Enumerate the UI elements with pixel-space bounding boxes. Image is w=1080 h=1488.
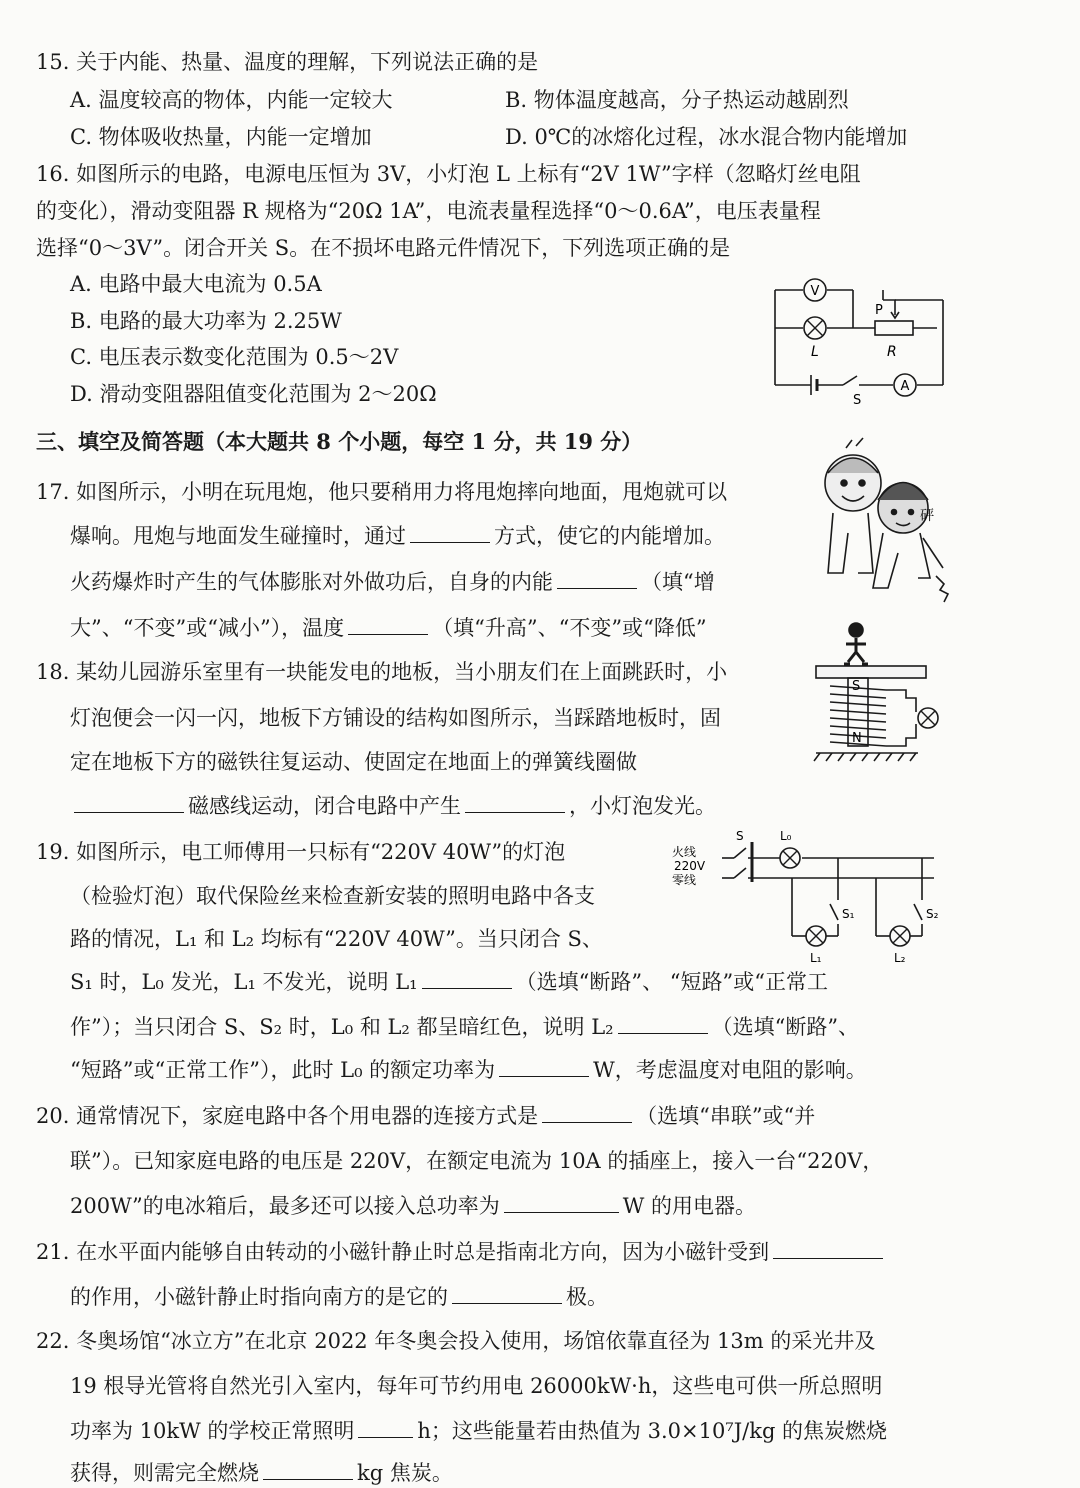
q18-blank-2[interactable] bbox=[465, 792, 565, 813]
q16-option-d: D. 滑动变阻器阻值变化范围为 2～20Ω bbox=[70, 382, 437, 406]
q18-line-2: 灯泡便会一闪一闪，地板下方铺设的结构如图所示，当踩踏地板时，固 bbox=[70, 706, 721, 730]
q17-line-4 bbox=[70, 614, 707, 642]
q16-option-c: C. 电压表示数变化范围为 0.5～2V bbox=[70, 345, 399, 369]
q22-blank-1[interactable] bbox=[358, 1417, 413, 1438]
q19-neutral-wire-label: 零线 bbox=[672, 873, 697, 887]
q17-children-illustration bbox=[808, 428, 958, 608]
q19-line-6 bbox=[70, 1056, 867, 1084]
q20-line-3-a: 200W”的电冰箱后，最多还可以接入总功率为 bbox=[70, 1194, 500, 1218]
q19-line-2: （检验灯泡）取代保险丝来检查新安装的照明电路中各支 bbox=[70, 884, 595, 908]
q20-blank-2[interactable] bbox=[504, 1192, 619, 1213]
q22-blank-2[interactable] bbox=[263, 1459, 353, 1480]
q18-blank-1[interactable] bbox=[74, 792, 184, 813]
q19-line-4-a: S₁ 时，L₀ 发光，L₁ 不发光，说明 L₁ bbox=[70, 970, 418, 994]
q15-stem: 15. 关于内能、热量、温度的理解，下列说法正确的是 bbox=[36, 50, 539, 74]
q19-line-4 bbox=[70, 968, 828, 996]
fig-label-s: S bbox=[853, 393, 862, 408]
fig-label-l: L bbox=[811, 344, 819, 360]
q22-line-4-a: 获得，则需完全燃烧 bbox=[70, 1461, 259, 1485]
q19-line-6-a: “短路”或“正常工作”），此时 L₀ 的额定功率为 bbox=[70, 1058, 496, 1082]
q18-line-4 bbox=[70, 792, 716, 820]
q19-label-s: S bbox=[736, 829, 744, 843]
q18-line-4-a: 磁感线运动，闭合电路中产生 bbox=[188, 794, 461, 818]
q20-blank-1[interactable] bbox=[542, 1102, 632, 1123]
q21-blank-1[interactable] bbox=[773, 1238, 883, 1259]
q17-blank-2[interactable] bbox=[557, 568, 637, 589]
q18-line-1: 18. 某幼儿园游乐室里有一块能发电的地板，当小朋友们在上面跳跃时，小 bbox=[36, 660, 728, 684]
q19-circuit-diagram bbox=[672, 826, 952, 966]
q18-magnet-n: N bbox=[852, 731, 862, 746]
q19-line-1: 19. 如图所示，电工师傅用一只标有“220V 40W”的灯泡 bbox=[36, 840, 566, 864]
q19-label-l0: L₀ bbox=[780, 829, 792, 843]
q15-option-a: A. 温度较高的物体，内能一定较大 bbox=[70, 88, 393, 112]
q19-line-3: 路的情况，L₁ 和 L₂ 均标有“220V 40W”。当只闭合 S、 bbox=[70, 927, 603, 951]
q16-circuit-diagram bbox=[765, 270, 950, 410]
q20-line-3-b: W 的用电器。 bbox=[622, 1194, 757, 1218]
q17-line-2-a: 爆响。甩炮与地面发生碰撞时，通过 bbox=[70, 524, 406, 548]
q21-line-1 bbox=[36, 1238, 887, 1266]
q22-line-3-a: 功率为 10kW 的学校正常照明 bbox=[70, 1419, 355, 1443]
q19-label-l2: L₂ bbox=[894, 951, 906, 965]
q17-blank-1[interactable] bbox=[410, 522, 490, 543]
q19-blank-2[interactable] bbox=[618, 1013, 708, 1034]
q17-line-3 bbox=[70, 568, 715, 596]
q15-option-d: D. 0℃的冰熔化过程，冰水混合物内能增加 bbox=[505, 125, 908, 149]
q17-line-1: 17. 如图所示，小明在玩甩炮，他只要稍用力将甩炮摔向地面，甩炮就可以 bbox=[36, 480, 728, 504]
q17-blank-3[interactable] bbox=[348, 614, 428, 635]
q19-blank-3[interactable] bbox=[499, 1056, 589, 1077]
q16-option-a: A. 电路中最大电流为 0.5A bbox=[70, 272, 322, 296]
q19-line-5 bbox=[70, 1013, 859, 1041]
q17-line-2 bbox=[70, 522, 725, 550]
q16-line-1: 16. 如图所示的电路，电源电压恒为 3V，小灯泡 L 上标有“2V 1W”字样（忽略灯丝电阻 bbox=[36, 162, 861, 186]
q21-line-2-a: 的作用，小磁针静止时指向南方的是它的 bbox=[70, 1285, 448, 1309]
q16-line-3: 选择“0～3V”。闭合开关 S。在不损坏电路元件情况下，下列选项正确的是 bbox=[36, 236, 731, 260]
q20-line-2: 联”）。已知家庭电路的电压是 220V，在额定电流为 10A 的插座上，接入一台“220V， bbox=[70, 1149, 884, 1173]
q15-option-c: C. 物体吸收热量，内能一定增加 bbox=[70, 125, 372, 149]
q18-line-4-b: ，小灯泡发光。 bbox=[569, 794, 716, 818]
q21-blank-2[interactable] bbox=[452, 1283, 562, 1304]
q20-line-3 bbox=[70, 1192, 756, 1220]
q17-sound-text: 砰 bbox=[920, 508, 934, 524]
q22-line-3 bbox=[70, 1417, 887, 1445]
q19-line-6-b: W，考虑温度对电阻的影响。 bbox=[593, 1058, 867, 1082]
q19-label-s2: S₂ bbox=[926, 907, 939, 921]
q17-line-4-b: （填“升高”、“不变”或“降低” bbox=[432, 616, 707, 640]
q17-line-3-a: 火药爆炸时产生的气体膨胀对外做功后，自身的内能 bbox=[70, 570, 553, 594]
q21-line-2 bbox=[70, 1283, 608, 1311]
q17-line-4-a: 大”、“不变”或“减小”），温度 bbox=[70, 616, 345, 640]
q21-line-2-b: 极。 bbox=[566, 1285, 608, 1309]
q22-line-4 bbox=[70, 1459, 453, 1487]
q18-line-3: 定在地板下方的磁铁往复运动、使固定在地面上的弹簧线圈做 bbox=[70, 750, 637, 774]
q15-option-b: B. 物体温度越高，分子热运动越剧烈 bbox=[505, 88, 849, 112]
q19-label-l1: L₁ bbox=[810, 951, 822, 965]
q19-line-5-b: （选填“断路”、 bbox=[711, 1015, 860, 1039]
q19-label-s1: S₁ bbox=[842, 907, 855, 921]
q16-option-b: B. 电路的最大功率为 2.25W bbox=[70, 309, 342, 333]
q20-line-1 bbox=[36, 1102, 815, 1130]
q22-line-2: 19 根导光管将自然光引入室内，每年可节约用电 26000kW·h，这些电可供一所总照明 bbox=[70, 1374, 883, 1398]
q16-line-2: 的变化），滑动变阻器 R 规格为“20Ω 1A”，电流表量程选择“0～0.6A”，电压表量程 bbox=[36, 199, 821, 223]
q22-line-1: 22. 冬奥场馆“冰立方”在北京 2022 年冬奥会投入使用，场馆依靠直径为 13m 的采光井及 bbox=[36, 1329, 876, 1353]
q18-magnet-s: S bbox=[852, 679, 861, 694]
q22-line-3-b: h；这些能量若由热值为 3.0×10⁷J/kg 的焦炭燃烧 bbox=[417, 1419, 888, 1443]
q19-fire-wire-label: 火线 bbox=[672, 845, 697, 859]
q17-line-2-b: 方式，使它的内能增加。 bbox=[494, 524, 725, 548]
q21-line-1-a: 21. 在水平面内能够自由转动的小磁针静止时总是指南北方向，因为小磁针受到 bbox=[36, 1240, 770, 1264]
fig-label-v: V bbox=[810, 284, 820, 299]
fig-label-r: R bbox=[887, 344, 897, 360]
fig-label-p: P bbox=[875, 303, 883, 318]
q22-line-4-b: kg 焦炭。 bbox=[357, 1461, 453, 1485]
q20-line-1-a: 20. 通常情况下，家庭电路中各个用电器的连接方式是 bbox=[36, 1104, 539, 1128]
q19-voltage-label: 220V bbox=[674, 859, 706, 873]
q19-line-4-b: （选填“断路”、 “短路”或“正常工 bbox=[515, 970, 828, 994]
q19-blank-1[interactable] bbox=[422, 968, 512, 989]
q19-line-5-a: 作”）；当只闭合 S、S₂ 时，L₀ 和 L₂ 都呈暗红色，说明 L₂ bbox=[70, 1015, 614, 1039]
section-3-title: 三、填空及简答题（本大题共 8 个小题，每空 1 分，共 19 分） bbox=[36, 429, 643, 454]
q17-line-3-b: （填“增 bbox=[641, 570, 715, 594]
q18-floor-generator-diagram bbox=[808, 618, 958, 768]
q20-line-1-b: （选填“串联”或“并 bbox=[636, 1104, 816, 1128]
fig-label-a: A bbox=[900, 379, 910, 394]
